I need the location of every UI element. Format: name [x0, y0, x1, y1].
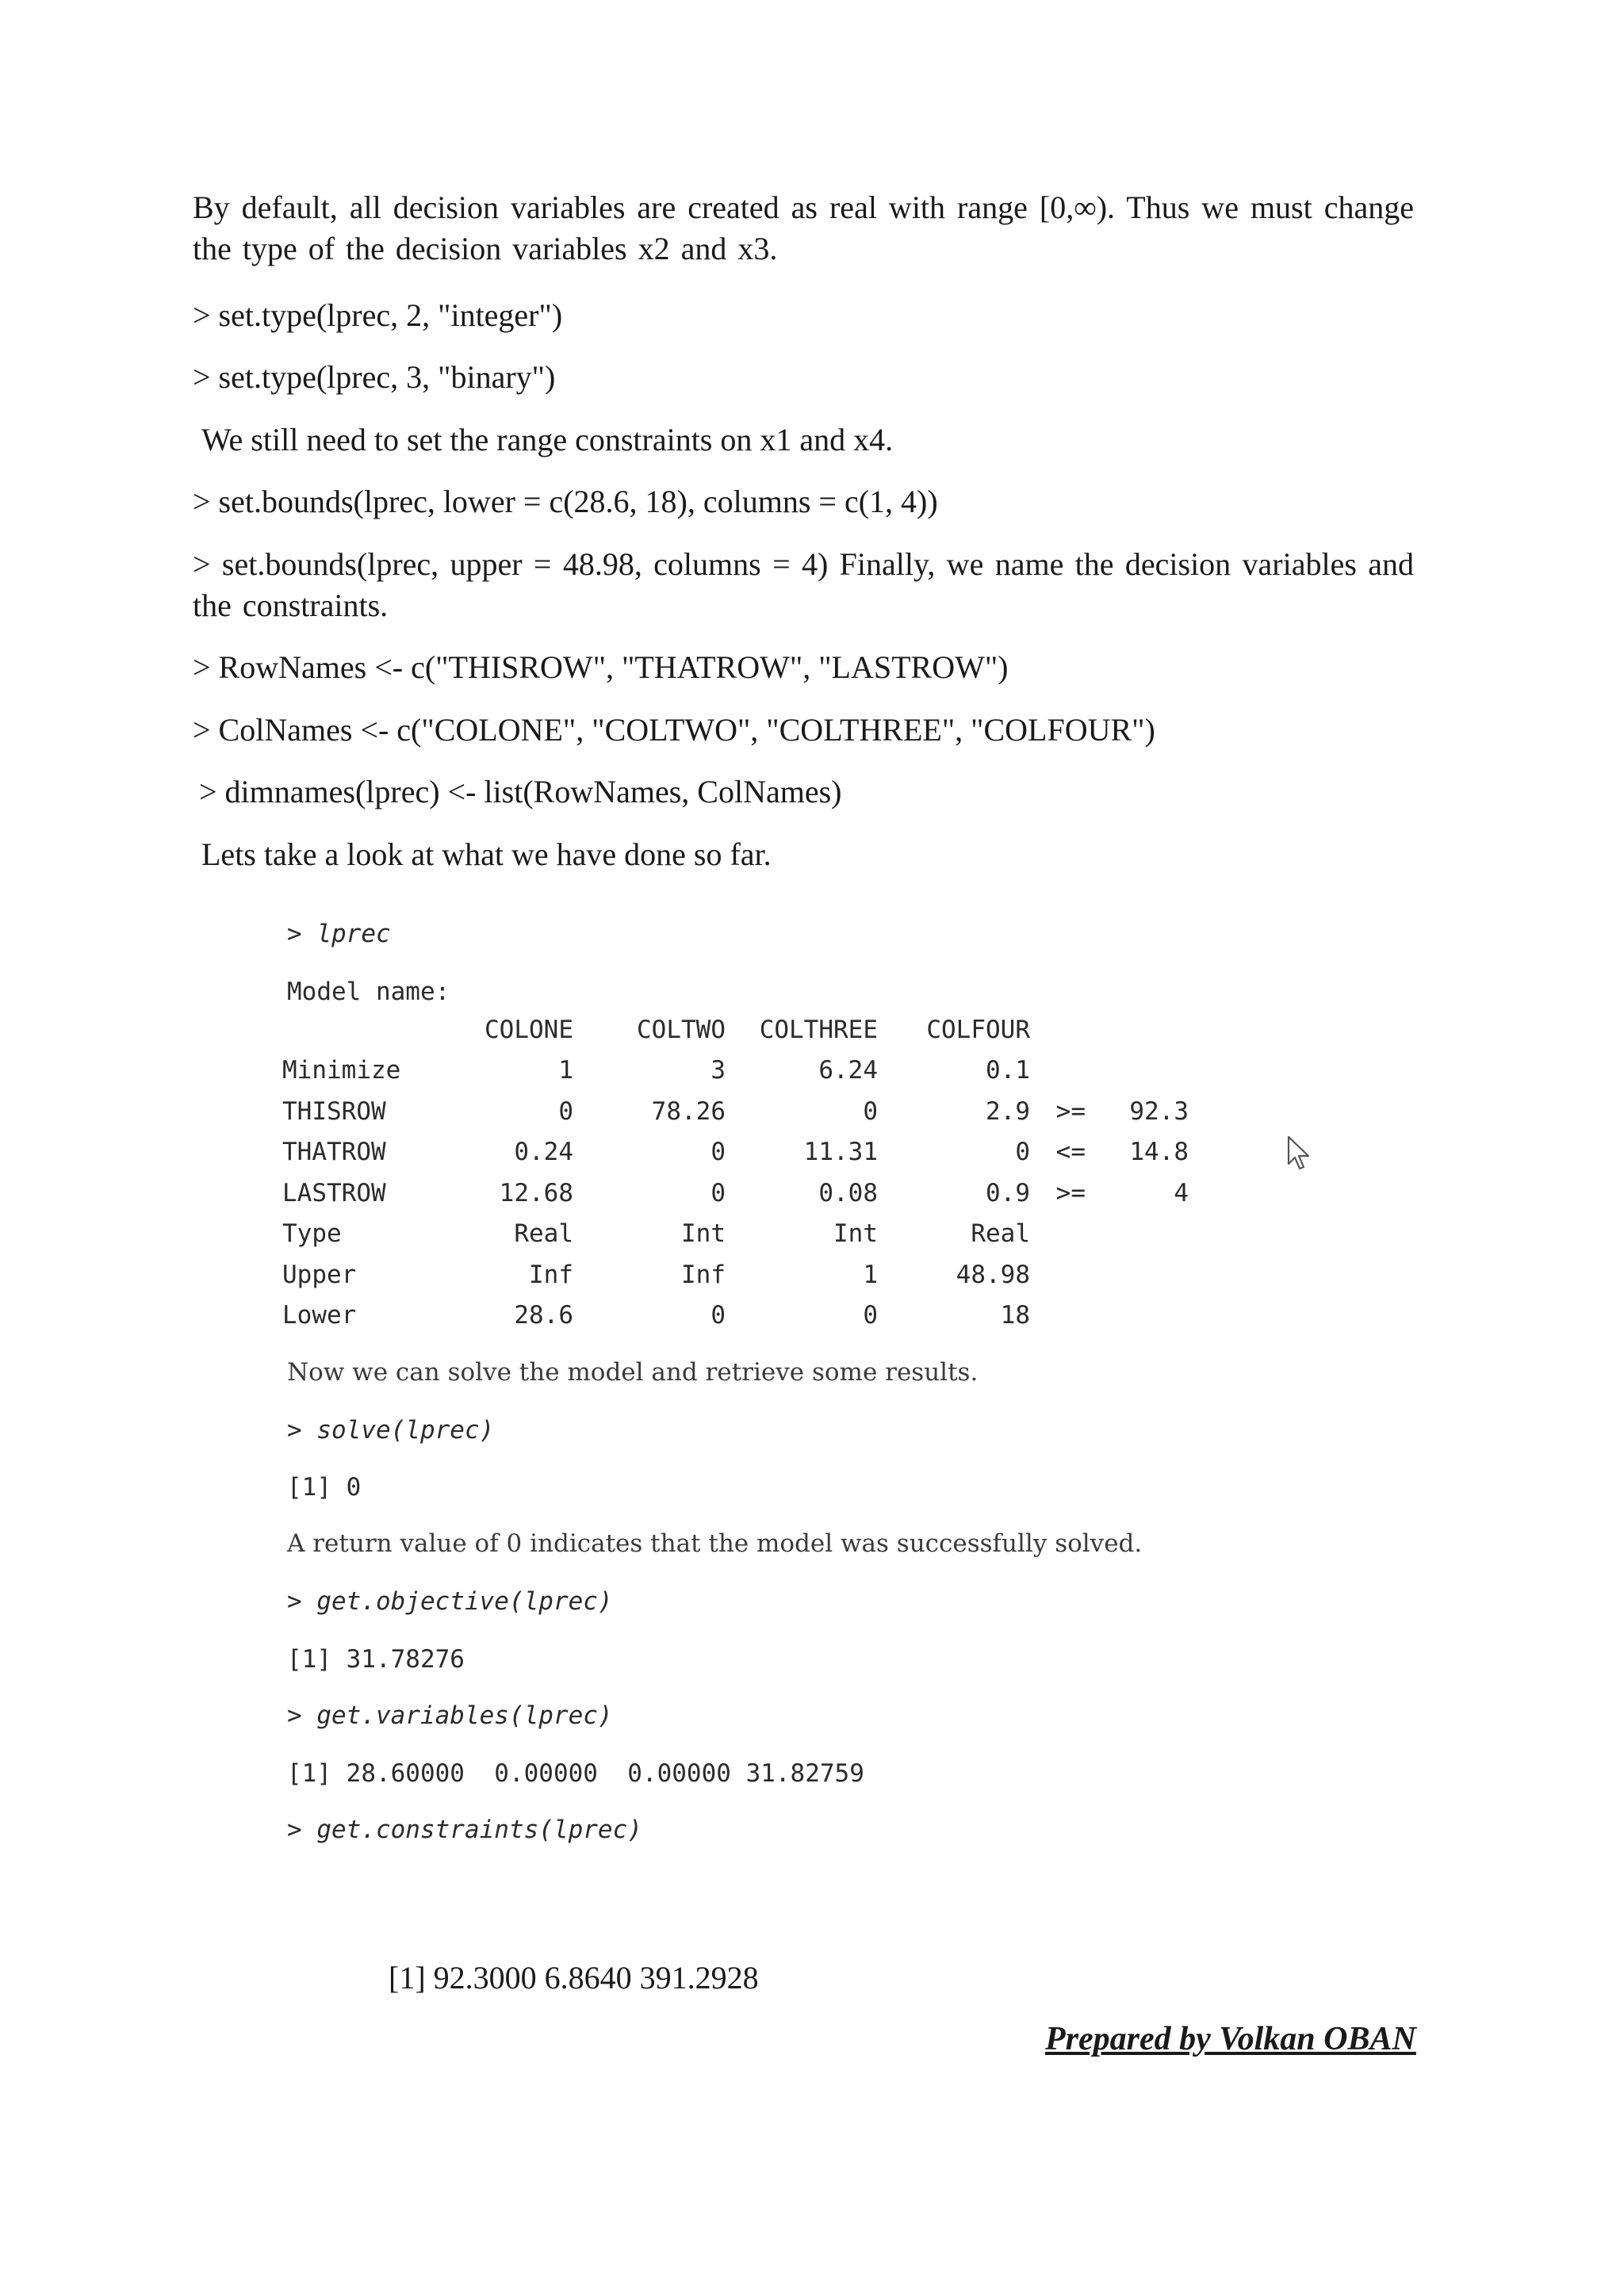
table-header-cell	[1086, 1009, 1189, 1050]
table-cell: 3	[710, 1056, 726, 1085]
table-row	[282, 1132, 1189, 1173]
table-row	[282, 1091, 1189, 1132]
table-cell: Real	[514, 1219, 573, 1249]
code-row-names: > RowNames <- c("THISROW", "THATROW", "LASTROW")	[193, 649, 1009, 685]
table-header-cell: COLTHREE	[759, 1015, 878, 1044]
table-cell: 0	[863, 1301, 878, 1330]
mouse-pointer-icon	[1286, 1135, 1315, 1172]
code-col-names: > ColNames <- c("COLONE", "COLTWO", "COLTHREE", "COLFOUR")	[193, 712, 1155, 748]
row-label: Upper	[282, 1260, 357, 1289]
table-header-cell: COLONE	[485, 1015, 573, 1044]
out-get-objective: [1] 31.78276	[287, 1645, 465, 1674]
table-cell: 0.24	[514, 1138, 573, 1167]
table-cell	[1086, 1254, 1189, 1295]
row-label: LASTROW	[282, 1178, 386, 1207]
row-label: Lower	[282, 1301, 357, 1330]
table-header-row	[282, 1009, 1189, 1050]
table-cell	[1030, 1214, 1086, 1255]
cmd-solve: > solve(lprec)	[287, 1416, 495, 1445]
row-label: Type	[282, 1219, 342, 1249]
model-name-label: Model name:	[287, 978, 450, 1006]
code-set-type-binary: > set.type(lprec, 3, "binary")	[193, 359, 556, 395]
table-cell: 0	[558, 1096, 573, 1126]
table-cell: <=	[1055, 1138, 1086, 1167]
table-cell	[1030, 1254, 1086, 1295]
table-row	[282, 1173, 1189, 1214]
table-cell	[1030, 1050, 1086, 1092]
table-cell: 0	[1015, 1138, 1030, 1167]
table-header-cell	[282, 1009, 441, 1050]
cmd-get-constraints: > get.constraints(lprec)	[287, 1816, 642, 1844]
table-cell: 92.3	[1129, 1096, 1189, 1126]
table-cell: 1	[558, 1056, 573, 1085]
table-cell: 78.26	[651, 1096, 726, 1126]
cmd-get-variables: > get.variables(lprec)	[287, 1701, 613, 1730]
table-cell: 12.68	[499, 1178, 573, 1207]
footer-author: Prepared by Volkan OBAN	[1045, 2021, 1416, 2057]
table-cell	[1086, 1214, 1189, 1255]
table-cell: 18	[1000, 1301, 1030, 1330]
paragraph-default-types: By default, all decision variables are created as real with range [0,∞). Thus we must change the type of the decision variables x2 and x3.	[193, 189, 1414, 266]
table-cell: 2.9	[986, 1096, 1030, 1126]
code-dimnames: > dimnames(lprec) <- list(RowNames, ColNames)	[199, 774, 842, 809]
table-cell: 0.1	[986, 1056, 1030, 1085]
table-cell: >=	[1055, 1096, 1086, 1126]
table-header-cell: COLTWO	[637, 1015, 726, 1044]
table-cell	[1086, 1295, 1189, 1337]
table-cell: 6.24	[818, 1056, 878, 1085]
note-return-value: A return value of 0 indicates that the model was successfully solved.	[287, 1529, 1143, 1558]
table-cell: Inf	[529, 1260, 573, 1289]
cmd-lprec: > lprec	[287, 920, 391, 948]
table-cell: 0.08	[818, 1178, 878, 1207]
table-row	[282, 1295, 1189, 1337]
paragraph-set-bounds-upper: > set.bounds(lprec, upper = 48.98, columns = 4) Finally, we name the decision variables and the constraints.	[193, 546, 1414, 623]
paragraph-range-constraints: We still need to set the range constraints on x1 and x4.	[201, 422, 894, 457]
r-console-screenshot	[278, 912, 1427, 1855]
table-row	[282, 1254, 1189, 1295]
code-set-bounds-lower: > set.bounds(lprec, lower = c(28.6, 18), columns = c(1, 4))	[193, 484, 938, 519]
constraints-result-line: [1] 92.3000 6.8640 391.2928	[389, 1960, 759, 1996]
table-cell: Inf	[681, 1260, 726, 1289]
table-cell: 0.9	[986, 1178, 1030, 1207]
paragraph-look-so-far: Lets take a look at what we have done so far.	[201, 836, 772, 872]
lp-model-table	[282, 1009, 1189, 1336]
table-header-cell: COLFOUR	[926, 1015, 1030, 1044]
table-cell: Int	[681, 1219, 726, 1249]
table-cell: 48.98	[956, 1260, 1030, 1289]
table-cell: 4	[1174, 1178, 1189, 1207]
table-cell: 0	[710, 1138, 726, 1167]
table-header-cell	[1030, 1009, 1086, 1050]
table-cell: Int	[833, 1219, 878, 1249]
table-cell: >=	[1055, 1178, 1086, 1207]
table-cell: 0	[710, 1301, 726, 1330]
table-cell	[1086, 1050, 1189, 1092]
table-row	[282, 1214, 1189, 1255]
table-cell: 0	[863, 1096, 878, 1126]
table-cell: 14.8	[1129, 1138, 1189, 1167]
table-cell: 11.31	[803, 1138, 878, 1167]
table-cell	[1030, 1295, 1086, 1337]
cmd-get-objective: > get.objective(lprec)	[287, 1587, 613, 1616]
note-solve-model: Now we can solve the model and retrieve some results.	[287, 1358, 979, 1387]
table-cell: 0	[710, 1178, 726, 1207]
row-label: THATROW	[282, 1138, 386, 1167]
table-cell: 28.6	[514, 1301, 573, 1330]
row-label: Minimize	[282, 1056, 401, 1085]
table-cell: 1	[863, 1260, 878, 1289]
out-solve: [1] 0	[287, 1473, 362, 1502]
table-row	[282, 1050, 1189, 1092]
row-label: THISROW	[282, 1096, 386, 1126]
code-set-type-integer: > set.type(lprec, 2, "integer")	[193, 297, 563, 333]
table-cell: Real	[971, 1219, 1030, 1249]
out-get-variables: [1] 28.60000 0.00000 0.00000 31.82759	[287, 1759, 864, 1788]
